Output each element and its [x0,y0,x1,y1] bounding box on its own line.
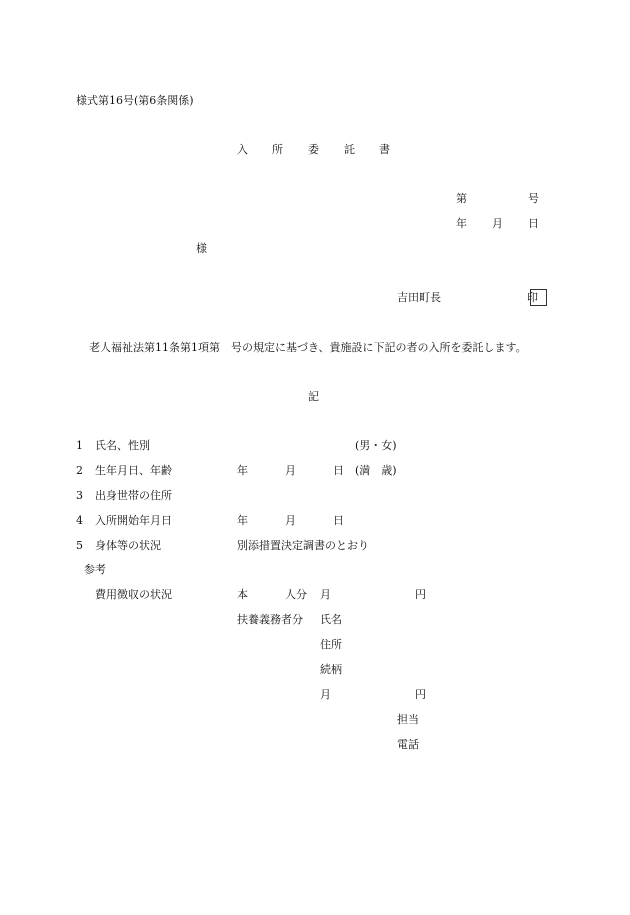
item4-year: 年 [237,514,248,527]
item2-day: 日 [333,464,344,477]
self-share: 人分 [285,588,307,601]
item2-label: 生年月日、年齢 [95,464,172,477]
item5-num: 5 [76,539,83,552]
item3-label: 出身世帯の住所 [95,489,172,502]
date-year: 年 [456,217,467,230]
title-char-4: 託 [344,143,355,156]
supporter-label: 扶養義務者分 [237,613,303,626]
yen-label: 円 [415,588,426,601]
doc-number-prefix: 第 [456,192,467,205]
item1-label: 氏名、性別 [95,439,150,452]
addressee-suffix: 様 [196,242,207,255]
reference-heading: 参考 [84,563,106,576]
form-number: 様式第16号(第6条関係) [76,94,194,107]
title-char-5: 書 [379,143,390,156]
item2-num: 2 [76,464,83,477]
item4-label: 入所開始年月日 [95,514,172,527]
item1-num: 1 [76,439,83,452]
supporter-relation-label: 続柄 [320,663,342,676]
title-char-2: 所 [272,143,283,156]
phone-label: 電話 [397,738,419,751]
ki-heading: 記 [308,390,319,403]
item2-month: 月 [285,464,296,477]
item2-year: 年 [237,464,248,477]
item4-day: 日 [333,514,344,527]
seal-mark: 印 [527,291,538,304]
fee-label: 費用徴収の状況 [95,588,172,601]
item2-age: (満 歳) [355,464,397,477]
date-month: 月 [492,217,503,230]
item5-label: 身体等の状況 [95,539,161,552]
item3-num: 3 [76,489,83,502]
monthly-label-2: 月 [320,688,331,701]
monthly-label: 月 [320,588,331,601]
title-char-3: 委 [308,143,319,156]
supporter-address-label: 住所 [320,638,342,651]
item4-num: 4 [76,514,83,527]
item5-value: 別添措置決定調書のとおり [237,539,369,552]
issuer-name: 吉田町長 [397,291,441,304]
doc-number-suffix: 号 [528,192,539,205]
title-char-1: 入 [237,143,248,156]
contact-person-label: 担当 [397,713,419,726]
item4-month: 月 [285,514,296,527]
date-day: 日 [528,217,539,230]
yen-label-2: 円 [415,688,426,701]
item1-value: (男・女) [355,439,397,452]
body-text: 老人福祉法第11条第1項第 号の規定に基づき、貴施設に下記の者の入所を委託します。 [89,341,527,354]
supporter-name-label: 氏名 [320,613,342,626]
self-label: 本 [237,588,248,601]
